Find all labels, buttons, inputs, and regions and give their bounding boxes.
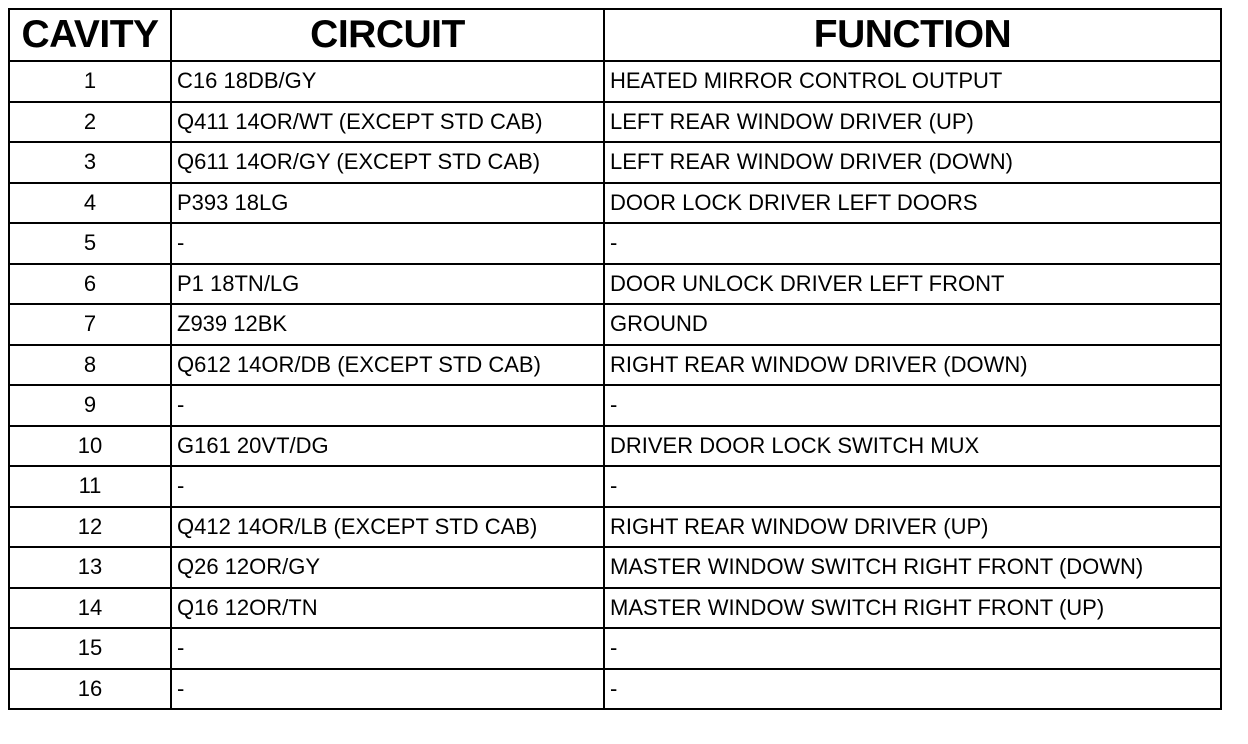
table-row <box>9 304 1221 345</box>
table-row <box>9 588 1221 629</box>
function-cell: - <box>604 466 1221 507</box>
circuit-cell: P393 18LG <box>171 183 604 224</box>
circuit-cell: C16 18DB/GY <box>171 61 604 102</box>
table-row <box>9 61 1221 102</box>
function-column-header: FUNCTION <box>604 9 1221 61</box>
header-row <box>9 9 1221 61</box>
cavity-cell: 6 <box>9 264 171 305</box>
connector-pinout-table <box>8 8 1222 710</box>
circuit-column-header: CIRCUIT <box>171 9 604 61</box>
function-cell: MASTER WINDOW SWITCH RIGHT FRONT (DOWN) <box>604 547 1221 588</box>
circuit-cell: Q412 14OR/LB (EXCEPT STD CAB) <box>171 507 604 548</box>
table-row <box>9 426 1221 467</box>
function-cell: LEFT REAR WINDOW DRIVER (DOWN) <box>604 142 1221 183</box>
function-cell: DOOR LOCK DRIVER LEFT DOORS <box>604 183 1221 224</box>
cavity-cell: 15 <box>9 628 171 669</box>
circuit-cell: Q411 14OR/WT (EXCEPT STD CAB) <box>171 102 604 143</box>
cavity-cell: 16 <box>9 669 171 710</box>
circuit-cell: - <box>171 466 604 507</box>
table-row <box>9 142 1221 183</box>
circuit-cell: Q611 14OR/GY (EXCEPT STD CAB) <box>171 142 604 183</box>
cavity-cell: 11 <box>9 466 171 507</box>
function-cell: HEATED MIRROR CONTROL OUTPUT <box>604 61 1221 102</box>
table-row <box>9 507 1221 548</box>
function-cell: - <box>604 628 1221 669</box>
table-row <box>9 102 1221 143</box>
cavity-cell: 2 <box>9 102 171 143</box>
circuit-cell: Q26 12OR/GY <box>171 547 604 588</box>
circuit-cell: Q16 12OR/TN <box>171 588 604 629</box>
table-row <box>9 264 1221 305</box>
cavity-cell: 10 <box>9 426 171 467</box>
circuit-cell: G161 20VT/DG <box>171 426 604 467</box>
table-row <box>9 345 1221 386</box>
table-row <box>9 628 1221 669</box>
cavity-cell: 13 <box>9 547 171 588</box>
cavity-cell: 1 <box>9 61 171 102</box>
table-row <box>9 183 1221 224</box>
table-row <box>9 223 1221 264</box>
cavity-cell: 12 <box>9 507 171 548</box>
cavity-cell: 9 <box>9 385 171 426</box>
function-cell: RIGHT REAR WINDOW DRIVER (DOWN) <box>604 345 1221 386</box>
function-cell: - <box>604 223 1221 264</box>
function-cell: GROUND <box>604 304 1221 345</box>
function-cell: - <box>604 385 1221 426</box>
circuit-cell: - <box>171 669 604 710</box>
cavity-cell: 5 <box>9 223 171 264</box>
circuit-cell: - <box>171 385 604 426</box>
table-row <box>9 385 1221 426</box>
circuit-cell: Z939 12BK <box>171 304 604 345</box>
circuit-cell: - <box>171 628 604 669</box>
function-cell: LEFT REAR WINDOW DRIVER (UP) <box>604 102 1221 143</box>
function-cell: - <box>604 669 1221 710</box>
cavity-cell: 7 <box>9 304 171 345</box>
table-row <box>9 466 1221 507</box>
cavity-cell: 14 <box>9 588 171 629</box>
cavity-cell: 8 <box>9 345 171 386</box>
function-cell: DRIVER DOOR LOCK SWITCH MUX <box>604 426 1221 467</box>
table-row <box>9 547 1221 588</box>
table-row <box>9 669 1221 710</box>
function-cell: RIGHT REAR WINDOW DRIVER (UP) <box>604 507 1221 548</box>
circuit-cell: P1 18TN/LG <box>171 264 604 305</box>
circuit-cell: Q612 14OR/DB (EXCEPT STD CAB) <box>171 345 604 386</box>
function-cell: MASTER WINDOW SWITCH RIGHT FRONT (UP) <box>604 588 1221 629</box>
cavity-cell: 4 <box>9 183 171 224</box>
cavity-cell: 3 <box>9 142 171 183</box>
cavity-column-header: CAVITY <box>9 9 171 61</box>
function-cell: DOOR UNLOCK DRIVER LEFT FRONT <box>604 264 1221 305</box>
circuit-cell: - <box>171 223 604 264</box>
